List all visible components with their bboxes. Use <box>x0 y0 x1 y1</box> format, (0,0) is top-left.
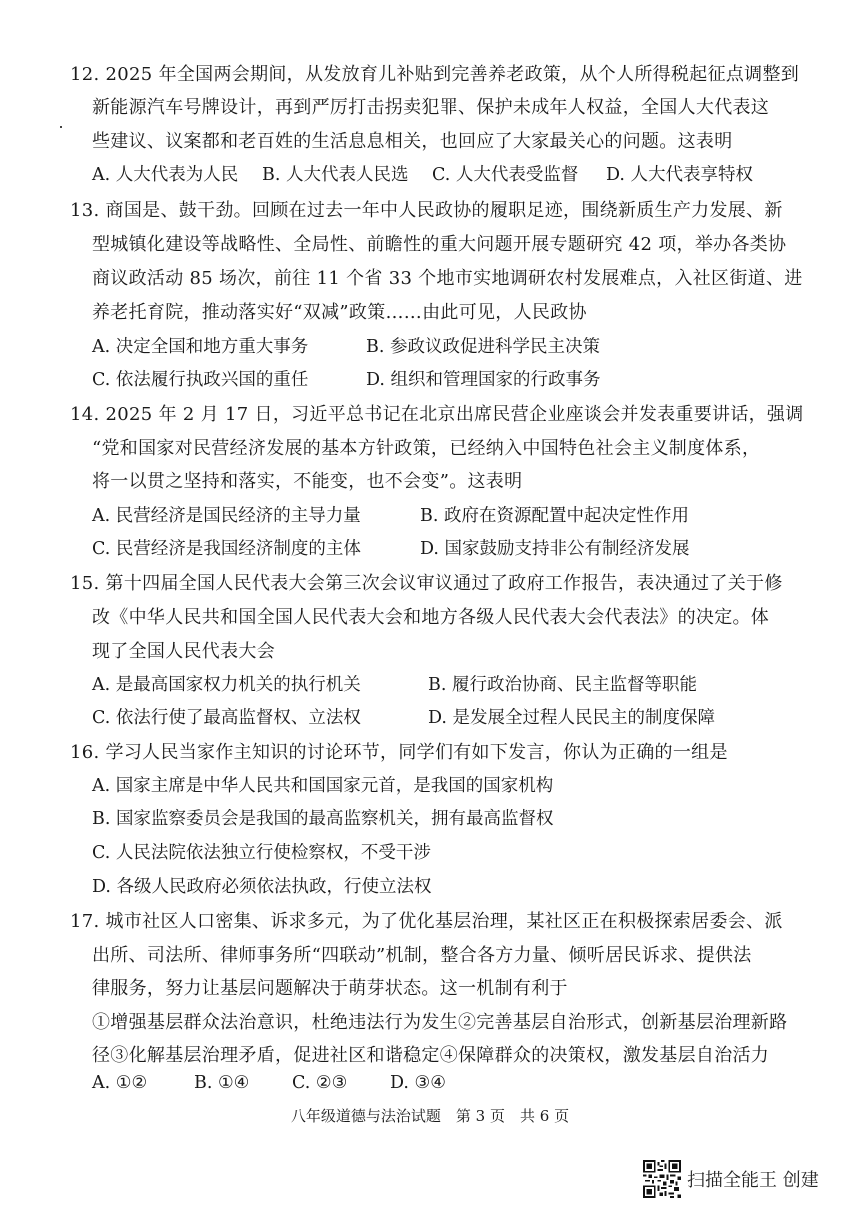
question-14-option-b: B. 政府在资源配置中起决定性作用 <box>420 506 689 526</box>
question-16-option-b: B. 国家监察委员会是我国的最高监察机关，拥有最高监督权 <box>92 809 554 829</box>
question-17-line-3: 律服务，努力让基层问题解决于萌芽状态。这一机制有利于 <box>92 978 568 999</box>
question-16-option-d: D. 各级人民政府必须依法执政，行使立法权 <box>92 877 432 897</box>
question-13-line-2: 型城镇化建设等战略性、全局性、前瞻性的重大问题开展专题研究 42 项，举办各类协 <box>92 234 787 255</box>
question-16-line-1: 16. 学习人民当家作主知识的讨论环节，同学们有如下发言，你认为正确的一组是 <box>70 742 728 763</box>
question-14-line-2: “党和国家对民营经济发展的基本方针政策，已经纳入中国特色社会主义制度体系， <box>92 438 761 459</box>
question-17-option-a: A. ①② <box>92 1073 148 1093</box>
question-12-line-1: 12. 2025 年全国两会期间，从发放育儿补贴到完善养老政策，从个人所得税起征点调整到 <box>70 64 800 85</box>
question-15-line-1: 15. 第十四届全国人民代表大会第三次会议审议通过了政府工作报告，表决通过了关于修 <box>70 573 783 594</box>
question-13-line-3: 商议政活动 85 场次，前往 11 个省 33 个地市实地调研农村发展难点，入社区街道、进 <box>92 268 803 289</box>
question-14-option-a: A. 民营经济是国民经济的主导力量 <box>92 506 361 526</box>
question-15-option-c: C. 依法行使了最高监督权、立法权 <box>92 708 361 728</box>
question-15-option-a: A. 是最高国家权力机关的执行机关 <box>92 675 361 695</box>
question-13-line-4: 养老托育院，推动落实好“双减”政策……由此可见，人民政协 <box>92 302 587 323</box>
question-15-option-b: B. 履行政治协商、民主监督等职能 <box>428 675 697 695</box>
question-13-option-d: D. 组织和管理国家的行政事务 <box>366 370 601 390</box>
qr-code-icon <box>643 1160 681 1198</box>
question-17-statement-line-2: 径③化解基层治理矛盾，促进社区和谐稳定④保障群众的决策权，激发基层自治活力 <box>92 1045 770 1066</box>
question-17-statement-line-1: ①增强基层群众法治意识，杜绝违法行为发生②完善基层自治形式，创新基层治理新路 <box>92 1012 788 1033</box>
question-13-option-a: A. 决定全国和地方重大事务 <box>92 337 309 357</box>
page-footer: 八年级道德与法治试题 第 3 页 共 6 页 <box>290 1107 570 1125</box>
question-15-option-d: D. 是发展全过程人民民主的制度保障 <box>428 708 716 728</box>
question-17-option-b: B. ①④ <box>194 1073 250 1093</box>
question-12-line-3: 些建议、议案都和老百姓的生活息息相关，也回应了大家最关心的问题。这表明 <box>92 131 733 152</box>
question-17-option-c: C. ②③ <box>292 1073 348 1093</box>
question-15-line-2: 改《中华人民共和国全国人民代表大会和地方各级人民代表大会代表法》的决定。体 <box>92 607 770 628</box>
question-15-line-3: 现了全国人民代表大会 <box>92 641 275 662</box>
scan-speck <box>60 126 62 128</box>
question-12-option-a: A. 人大代表为人民 <box>92 165 239 185</box>
question-12-option-b: B. 人大代表人民选 <box>262 165 409 185</box>
question-13-option-b: B. 参政议政促进科学民主决策 <box>366 337 600 357</box>
question-17-line-2: 出所、司法所、律师事务所“四联动”机制，整合各方力量、倾听居民诉求、提供法 <box>92 945 752 966</box>
question-14-option-c: C. 民营经济是我国经济制度的主体 <box>92 539 361 559</box>
question-12-option-c: C. 人大代表受监督 <box>432 165 579 185</box>
question-16-option-c: C. 人民法院依法独立行使检察权，不受干涉 <box>92 843 431 863</box>
question-13-option-c: C. 依法履行执政兴国的重任 <box>92 370 309 390</box>
question-17-line-1: 17. 城市社区人口密集、诉求多元，为了优化基层治理，某社区正在积极探索居委会、派 <box>70 911 783 932</box>
question-13-line-1: 13. 商国是、鼓干劲。回顾在过去一年中人民政协的履职足迹，围绕新质生产力发展、新 <box>70 200 783 221</box>
question-14-line-1: 14. 2025 年 2 月 17 日，习近平总书记在北京出席民营企业座谈会并发表重要讲话，强调 <box>70 404 804 425</box>
question-14-option-d: D. 国家鼓励支持非公有制经济发展 <box>420 539 690 559</box>
question-12-option-d: D. 人大代表享特权 <box>606 165 754 185</box>
question-17-option-d: D. ③④ <box>390 1073 446 1093</box>
question-16-option-a: A. 国家主席是中华人民共和国国家元首，是我国的国家机构 <box>92 776 554 796</box>
watermark-text: 扫描全能王 创建 <box>687 1170 819 1191</box>
question-12-line-2: 新能源汽车号牌设计，再到严厉打击拐卖犯罪、保护未成年人权益，全国人大代表这 <box>92 97 770 118</box>
question-14-line-3: 将一以贯之坚持和落实，不能变，也不会变”。这表明 <box>92 471 523 492</box>
scanner-watermark <box>643 1160 819 1198</box>
